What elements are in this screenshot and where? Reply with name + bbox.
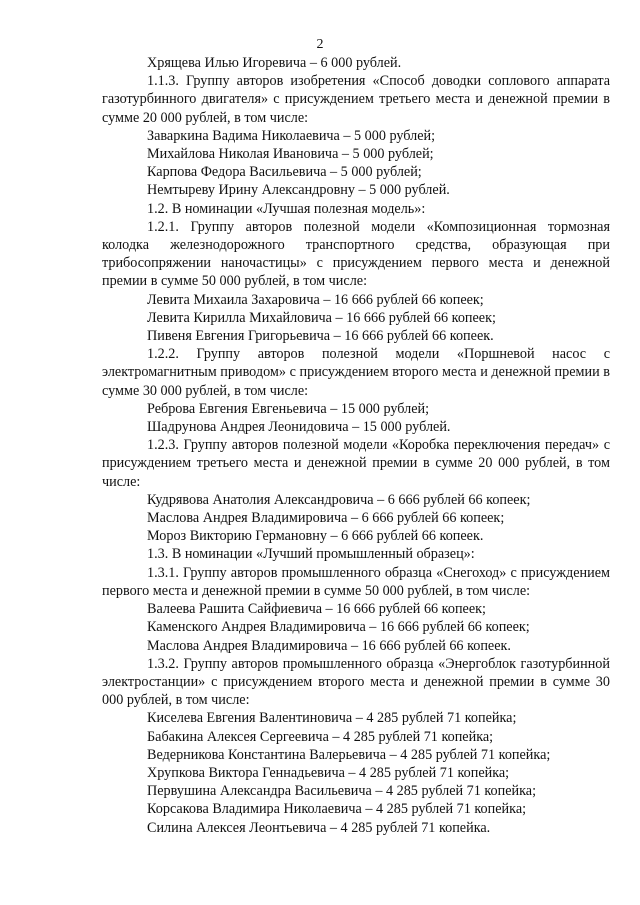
page-number: 2 [316, 37, 324, 52]
paragraph-award-recipient: Первушина Александра Васильевича – 4 285 рублей 71 копейка; [147, 783, 537, 800]
paragraph-section-1-3-1: 1.3.1. Группу авторов промышленного образца «Снегоход» с присуждением первого места и денежной премии в сумме 50 000 рублей, в том числе: [102, 564, 610, 599]
paragraph-award-recipient: Шадрунова Андрея Леонидовича – 15 000 рублей. [147, 419, 451, 436]
paragraph-award-recipient: Мороз Викторию Германовну – 6 666 рублей 66 копеек. [147, 528, 484, 545]
paragraph-award-recipient: Кудрявова Анатолия Александровича – 6 666 рублей 66 копеек; [147, 491, 531, 508]
paragraph-award-recipient: Ведерникова Константина Валерьевича – 4 285 рублей 71 копейка; [147, 746, 551, 763]
paragraph-award-recipient: Карпова Федора Васильевича – 5 000 рублей; [147, 164, 422, 181]
paragraph-section-1-2: 1.2. В номинации «Лучшая полезная модель»: [147, 200, 426, 217]
paragraph-award-recipient: Бабакина Алексея Сергеевича – 4 285 рублей 71 копейка; [147, 728, 494, 745]
paragraph-award-recipient: Реброва Евгения Евгеньевича – 15 000 рублей; [147, 400, 430, 417]
paragraph-award-recipient: Михайлова Николая Ивановича – 5 000 рублей; [147, 146, 434, 163]
paragraph-award-recipient: Пивеня Евгения Григорьевича – 16 666 рублей 66 копеек. [147, 328, 494, 345]
paragraph-award-recipient: Хрупкова Виктора Геннадьевича – 4 285 рублей 71 копейка; [147, 764, 510, 781]
paragraph-award-recipient: Заваркина Вадима Николаевича – 5 000 рублей; [147, 127, 436, 144]
paragraph-section-1-3-2: 1.3.2. Группу авторов промышленного образца «Энергоблок газотурбинной электростанции» с присуждением второго места и денежной премии в сумме 30 000 рублей, в том числе: [102, 655, 610, 709]
paragraph-section-1-2-1: 1.2.1. Группу авторов полезной модели «Композиционная тормозная колодка железнодорожного транспортного средства, образующая при трибосопряжении наночастицы» с присуждением первого места и денежной премии в сумме 50 000 рублей, в том числе: [102, 218, 610, 290]
paragraph-award-recipient: Киселева Евгения Валентиновича – 4 285 рублей 71 копейка; [147, 710, 517, 727]
paragraph-section-1-3: 1.3. В номинации «Лучший промышленный образец»: [147, 546, 475, 563]
paragraph-section-1-2-3: 1.2.3. Группу авторов полезной модели «Коробка переключения передач» с присуждением третьего места и денежной премии в сумме 20 000 рублей, в том числе: [102, 437, 610, 490]
paragraph-award-recipient: Валеева Рашита Сайфиевича – 16 666 рублей 66 копеек; [147, 601, 486, 618]
paragraph-award-recipient: Силина Алексея Леонтьевича – 4 285 рублей 71 копейка. [147, 819, 491, 836]
paragraph-award-recipient: Хрящева Илью Игоревича – 6 000 рублей. [147, 55, 402, 71]
paragraph-section-1-1-3: 1.1.3. Группу авторов изобретения «Способ доводки соплового аппарата газотурбинного двигателя» с присуждением третьего места и денежной премии в сумме 20 000 рублей, в том числе: [102, 73, 610, 126]
paragraph-award-recipient: Немтыреву Ирину Александровну – 5 000 рублей. [147, 182, 450, 199]
paragraph-award-recipient: Левита Михаила Захаровича – 16 666 рублей 66 копеек; [147, 291, 484, 308]
paragraph-award-recipient: Корсакова Владимира Николаевича – 4 285 рублей 71 копейка; [147, 801, 527, 818]
paragraph-award-recipient: Маслова Андрея Владимировича – 16 666 рублей 66 копеек. [147, 637, 511, 654]
paragraph-section-1-2-2: 1.2.2. Группу авторов полезной модели «Поршневой насос с электромагнитным приводом» с присуждением второго места и денежной премии в сумме 30 000 рублей, в том числе: [102, 346, 610, 399]
document-body [102, 54, 610, 837]
paragraph-award-recipient: Маслова Андрея Владимировича – 6 666 рублей 66 копеек; [147, 510, 505, 527]
paragraph-award-recipient: Каменского Андрея Владимировича – 16 666 рублей 66 копеек; [147, 619, 530, 636]
paragraph-award-recipient: Левита Кирилла Михайловича – 16 666 рублей 66 копеек; [147, 309, 496, 326]
